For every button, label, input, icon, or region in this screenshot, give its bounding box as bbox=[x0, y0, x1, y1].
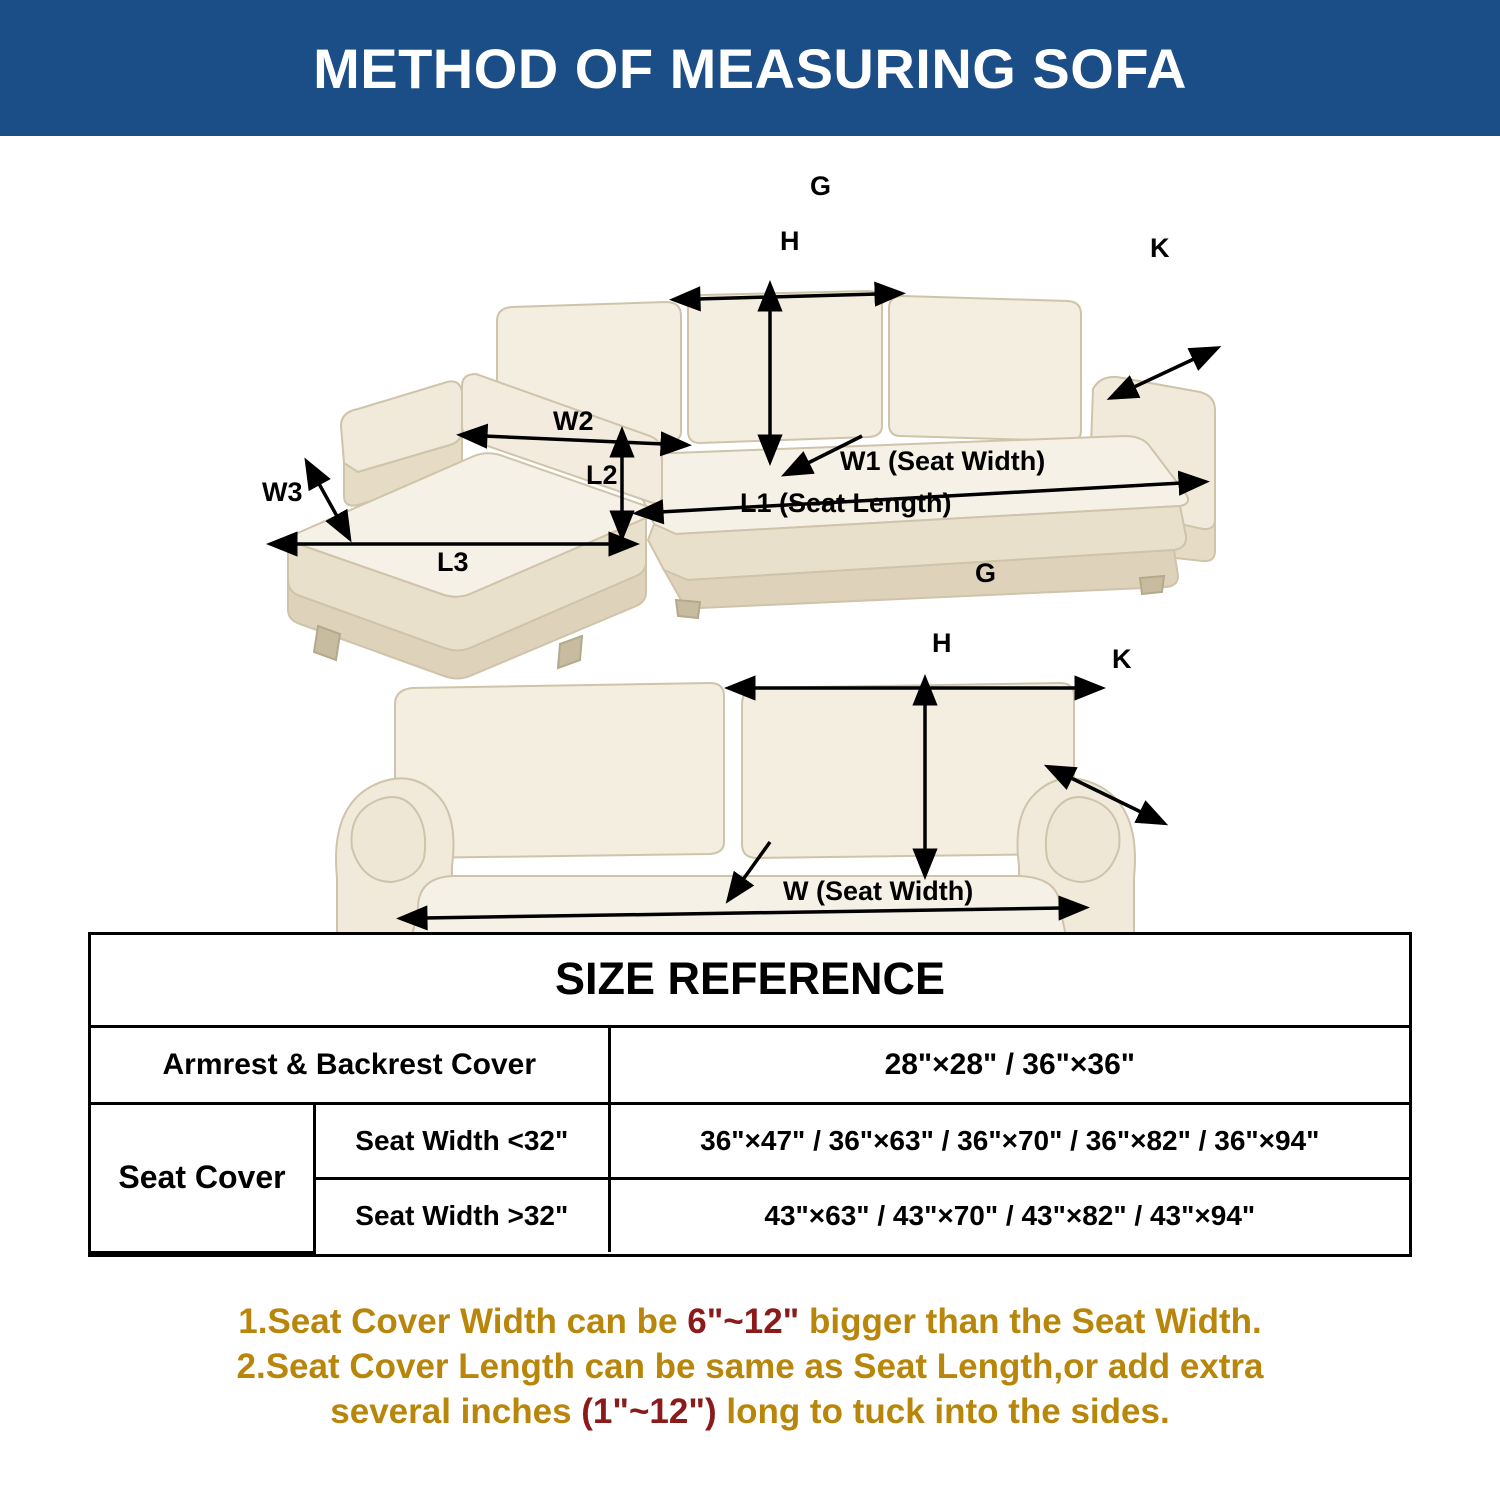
note-line-1 bbox=[0, 1300, 1500, 1345]
label-standard-h: H bbox=[932, 628, 952, 658]
row-value-armrest-backrest: 28"×28" / 36"×36" bbox=[609, 1027, 1409, 1104]
sectional-sofa-illustration bbox=[288, 291, 1215, 679]
note-3-part-a: several inches bbox=[330, 1391, 582, 1431]
label-sectional-l3: L3 bbox=[437, 547, 469, 577]
label-sectional-w3: W3 bbox=[262, 477, 303, 507]
row-value-seat-width-under-32: 36"×47" / 36"×63" / 36"×70" / 36"×82" / 36"×94" bbox=[609, 1104, 1409, 1179]
standard-sofa-illustration bbox=[336, 683, 1135, 936]
note-2-part-a: 2.Seat Cover Length can be same as Seat Length,or add extra bbox=[236, 1346, 1264, 1386]
label-sectional-l1: L1 (Seat Length) bbox=[740, 488, 952, 518]
sofa-diagrams-svg bbox=[0, 136, 1500, 936]
row-value-seat-width-over-32: 43"×63" / 43"×70" / 43"×82" / 43"×94" bbox=[609, 1179, 1409, 1253]
notes-section bbox=[0, 1300, 1500, 1434]
note-line-3 bbox=[0, 1390, 1500, 1435]
size-reference-title: SIZE REFERENCE bbox=[91, 935, 1409, 1027]
table-row-title bbox=[91, 935, 1409, 1027]
page-title: METHOD OF MEASURING SOFA bbox=[313, 36, 1187, 100]
label-sectional-w1: W1 (Seat Width) bbox=[840, 446, 1046, 476]
note-3-part-b: long to tuck into the sides. bbox=[716, 1391, 1170, 1431]
row-label-armrest-backrest: Armrest & Backrest Cover bbox=[91, 1027, 609, 1104]
note-line-2 bbox=[0, 1345, 1500, 1390]
size-reference-table bbox=[88, 932, 1412, 1257]
note-1-highlight: 6"~12" bbox=[687, 1302, 800, 1341]
row-label-seat-cover: Seat Cover bbox=[91, 1104, 315, 1253]
diagram-stage bbox=[0, 136, 1500, 936]
label-sectional-h: H bbox=[780, 226, 800, 256]
label-sectional-k: K bbox=[1150, 233, 1170, 263]
note-1-part-a: 1.Seat Cover Width can be bbox=[238, 1302, 688, 1341]
row-label-seat-width-over-32: Seat Width >32" bbox=[315, 1179, 610, 1253]
label-sectional-g: G bbox=[810, 171, 832, 201]
label-sectional-w2: W2 bbox=[553, 406, 594, 436]
label-standard-g: G bbox=[975, 558, 997, 588]
label-standard-w: W (Seat Width) bbox=[783, 876, 974, 906]
table-row bbox=[91, 1104, 1409, 1179]
note-1-part-b: bigger than the Seat Width. bbox=[799, 1302, 1262, 1341]
note-3-highlight: (1"~12") bbox=[581, 1391, 717, 1431]
page-header bbox=[0, 0, 1500, 136]
label-sectional-l2: L2 bbox=[586, 460, 618, 490]
row-label-seat-width-under-32: Seat Width <32" bbox=[315, 1104, 610, 1179]
label-standard-k: K bbox=[1112, 644, 1132, 674]
table-row bbox=[91, 1027, 1409, 1104]
